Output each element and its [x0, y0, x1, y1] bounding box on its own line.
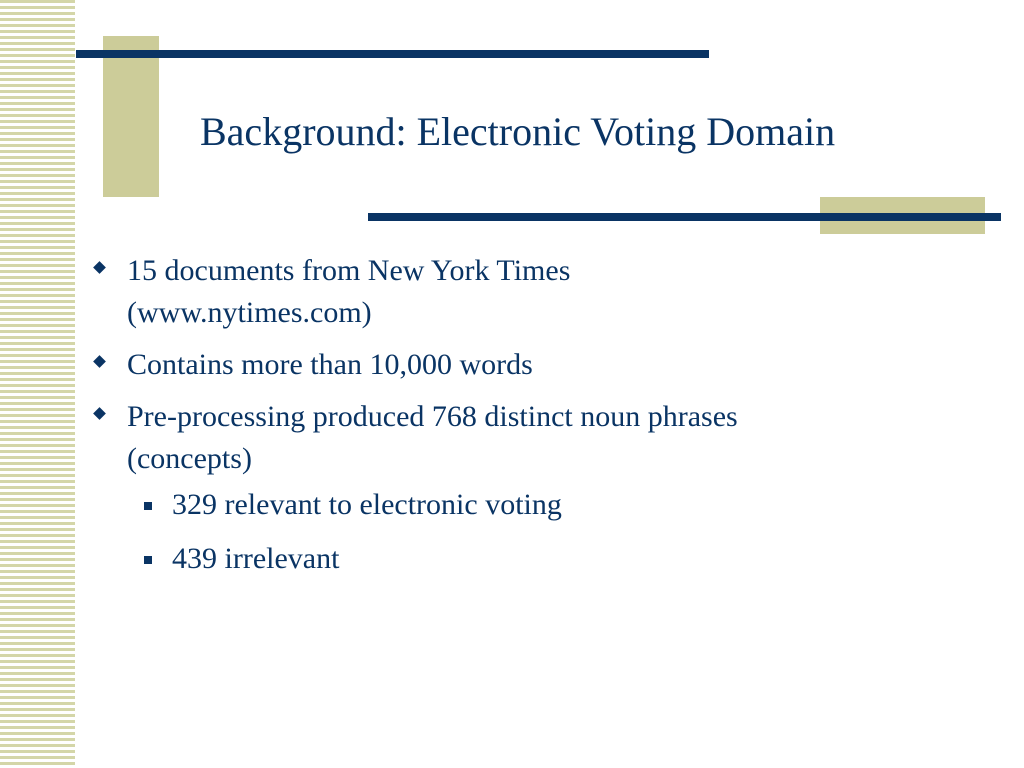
diamond-bullet-icon	[93, 407, 106, 420]
bullet-text: 15 documents from New York Times	[127, 254, 571, 287]
bullet-list	[92, 250, 932, 592]
diamond-bullet-icon	[93, 355, 106, 368]
bullet-item	[92, 250, 932, 334]
bullet-item	[92, 344, 932, 386]
sub-bullet-list	[127, 484, 932, 580]
square-bullet-icon	[144, 556, 152, 564]
sub-bullet-text: 439 irrelevant	[172, 542, 340, 575]
bullet-text: Contains more than 10,000 words	[127, 348, 533, 381]
diamond-bullet-icon	[93, 261, 106, 274]
slide-title: Background: Electronic Voting Domain	[200, 109, 836, 154]
bullet-text: (www.nytimes.com)	[127, 296, 372, 329]
sub-bullet-item	[127, 484, 932, 526]
sub-bullet-item	[127, 538, 932, 580]
square-bullet-icon	[144, 502, 152, 510]
bullet-text: Pre-processing produced 768 distinct noun phrases	[127, 400, 738, 433]
decorative-bar-top	[76, 50, 709, 58]
decorative-stripes	[0, 0, 75, 768]
decorative-bar-bottom	[368, 213, 1001, 221]
bullet-item	[92, 396, 932, 580]
bullet-text: (concepts)	[127, 442, 252, 475]
decorative-tan-block-top	[103, 36, 159, 197]
sub-bullet-text: 329 relevant to electronic voting	[172, 488, 562, 521]
